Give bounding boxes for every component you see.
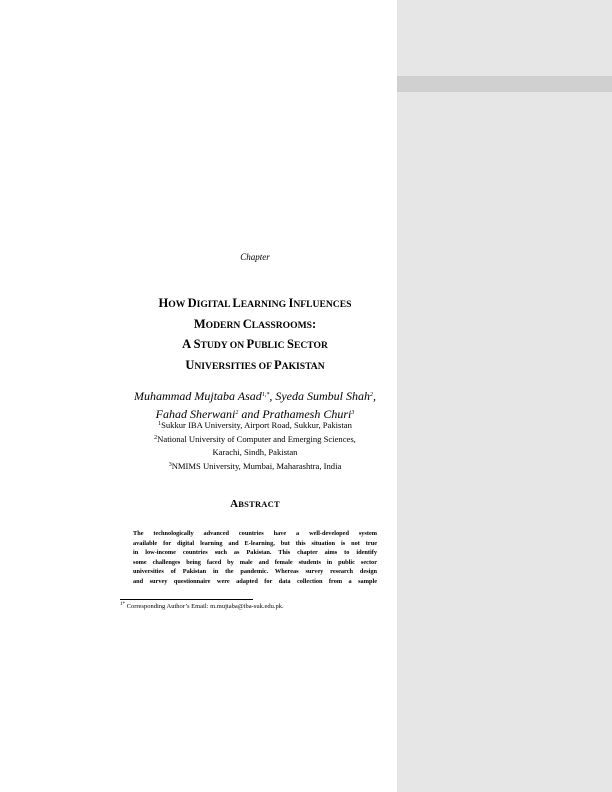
title-line-3: A STUDY ON PUBLIC SECTOR xyxy=(182,337,328,351)
affiliation-line: $^3$NMIMS University, Mumbai, Maharashtra, India xyxy=(168,460,342,471)
abstract-line: available for digital learning and E-learning, but this situation is not true xyxy=(133,539,377,547)
chapter-label: Chapter xyxy=(240,252,270,262)
affiliation-line: $^1$Sukkur IBA University, Airport Road, Sukkur, Pakistan xyxy=(158,420,352,430)
abstract-body xyxy=(133,529,377,586)
title-line-4: UNIVERSITIES OF PAKISTAN xyxy=(185,357,325,372)
affiliation-line: $^2$National University of Computer and Emerging Sciences, xyxy=(154,433,356,444)
abstract-line: some challenges being faced by male and female students in public sector xyxy=(133,558,377,566)
footnote-rule xyxy=(120,599,253,600)
title-line-1: HOW DIGITAL LEARNING INFLUENCES xyxy=(158,296,352,310)
chapter-title xyxy=(0,294,510,376)
author-line-1: Muhammad Mujtaba Asad$^{1,*}$, Syeda Sumbul Shah$^2$, xyxy=(134,389,376,403)
title-line-2: MODERN CLASSROOMS: xyxy=(193,316,317,331)
abstract-heading: ABSTRACT xyxy=(230,498,280,510)
comment-bar[interactable] xyxy=(397,76,612,92)
abstract-line: and survey questionnaire were adapted for data collection from a sample xyxy=(133,577,377,585)
affiliation-line: Karachi, Sindh, Pakistan xyxy=(212,447,298,457)
author-line-2: Fahad Sherwani$^2$ and Prathamesh Churi$^3$ xyxy=(155,407,355,421)
abstract-line: universities of Pakistan in the pandemic. Whereas survey research design xyxy=(133,568,377,575)
affiliations xyxy=(0,419,510,473)
author-list xyxy=(0,387,510,423)
footnote: $^{1*}$ Corresponding Author’s Email: m.mujtaba@iba-suk.edu.pk. xyxy=(120,602,284,610)
abstract-line: The technologically advanced countries have a well-developed system xyxy=(133,530,377,537)
abstract-line: in low-income countries such as Pakistan. This chapter aims to identify xyxy=(133,549,377,556)
